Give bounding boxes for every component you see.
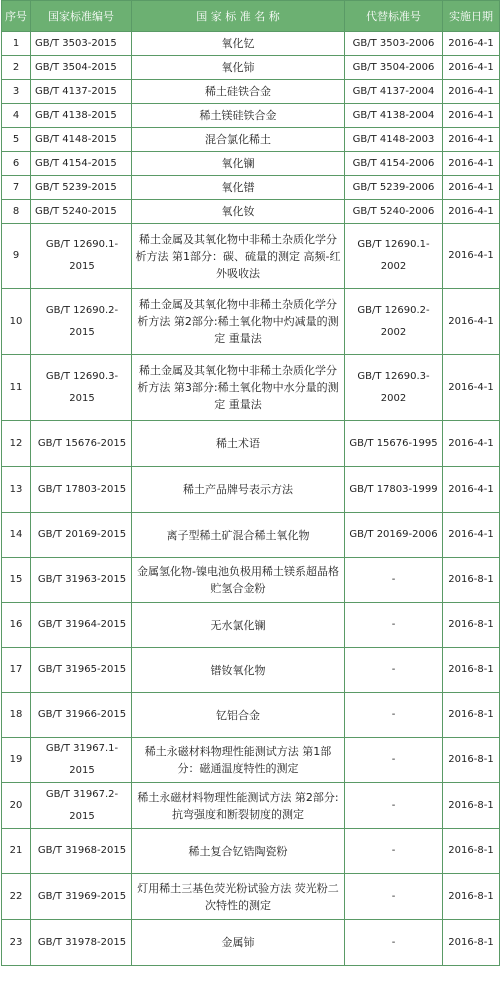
row-standard-name: 稀土复合钇锆陶瓷粉 (132, 829, 345, 874)
row-serial-no: 23 (2, 920, 31, 966)
header-replaced-standard: 代替标准号 (345, 1, 443, 32)
row-standard-name: 稀土硅铁合金 (132, 80, 345, 104)
table-row (2, 783, 500, 829)
row-standard-code: GB/T 3503-2015 (31, 32, 132, 56)
row-implementation-date: 2016-8-1 (443, 783, 500, 829)
table-row (2, 104, 500, 128)
row-implementation-date: 2016-4-1 (443, 200, 500, 224)
row-replaced-standard: GB/T 12690.2-2002 (345, 289, 443, 355)
row-standard-code: GB/T 31964-2015 (31, 603, 132, 648)
row-standard-code: GB/T 31965-2015 (31, 648, 132, 693)
row-replaced-standard: GB/T 4148-2003 (345, 128, 443, 152)
row-replaced-standard: - (345, 783, 443, 829)
row-implementation-date: 2016-4-1 (443, 56, 500, 80)
row-replaced-standard: GB/T 4138-2004 (345, 104, 443, 128)
row-replaced-standard: GB/T 3504-2006 (345, 56, 443, 80)
header-standard-name: 国 家 标 准 名 称 (132, 1, 345, 32)
table-row (2, 200, 500, 224)
row-replaced-standard: GB/T 12690.1-2002 (345, 224, 443, 289)
row-standard-code: GB/T 31968-2015 (31, 829, 132, 874)
header-serial-no: 序号 (2, 1, 31, 32)
row-standard-name: 稀土永磁材料物理性能测试方法 第2部分:抗弯强度和断裂韧度的测定 (132, 783, 345, 829)
row-standard-code: GB/T 4148-2015 (31, 128, 132, 152)
row-standard-name: 稀土永磁材料物理性能测试方法 第1部分：磁通温度特性的测定 (132, 738, 345, 783)
row-standard-name: 无水氯化镧 (132, 603, 345, 648)
row-standard-name: 稀土金属及其氧化物中非稀土杂质化学分析方法 第1部分：碳、硫量的测定 高频-红外吸收法 (132, 224, 345, 289)
row-implementation-date: 2016-4-1 (443, 32, 500, 56)
header-standard-code: 国家标准编号 (31, 1, 132, 32)
row-implementation-date: 2016-8-1 (443, 920, 500, 966)
row-implementation-date: 2016-8-1 (443, 693, 500, 738)
row-standard-name: 氧化钕 (132, 200, 345, 224)
table-row (2, 829, 500, 874)
row-implementation-date: 2016-4-1 (443, 289, 500, 355)
row-standard-name: 金属铈 (132, 920, 345, 966)
row-serial-no: 8 (2, 200, 31, 224)
row-standard-name: 氧化铈 (132, 56, 345, 80)
row-standard-code: GB/T 4138-2015 (31, 104, 132, 128)
row-standard-code: GB/T 17803-2015 (31, 467, 132, 513)
row-standard-code: GB/T 31969-2015 (31, 874, 132, 920)
row-replaced-standard: GB/T 3503-2006 (345, 32, 443, 56)
row-standard-name: 钇铝合金 (132, 693, 345, 738)
row-serial-no: 19 (2, 738, 31, 783)
row-standard-name: 稀土金属及其氧化物中非稀土杂质化学分析方法 第3部分:稀土氧化物中水分量的测定 重量法 (132, 355, 345, 421)
row-standard-name: 混合氯化稀土 (132, 128, 345, 152)
row-serial-no: 18 (2, 693, 31, 738)
row-replaced-standard: GB/T 15676-1995 (345, 421, 443, 467)
row-standard-name: 金属氢化物-镍电池负极用稀土镁系超晶格贮氢合金粉 (132, 558, 345, 603)
row-standard-code: GB/T 20169-2015 (31, 513, 132, 558)
row-serial-no: 6 (2, 152, 31, 176)
row-replaced-standard: GB/T 5240-2006 (345, 200, 443, 224)
row-implementation-date: 2016-4-1 (443, 355, 500, 421)
row-serial-no: 9 (2, 224, 31, 289)
row-standard-code: GB/T 12690.2-2015 (31, 289, 132, 355)
row-standard-code: GB/T 12690.3-2015 (31, 355, 132, 421)
row-replaced-standard: GB/T 5239-2006 (345, 176, 443, 200)
row-standard-code: GB/T 4154-2015 (31, 152, 132, 176)
row-implementation-date: 2016-8-1 (443, 874, 500, 920)
row-implementation-date: 2016-4-1 (443, 80, 500, 104)
row-standard-code: GB/T 31967.2-2015 (31, 783, 132, 829)
row-serial-no: 11 (2, 355, 31, 421)
table-row (2, 152, 500, 176)
header-implementation-date: 实施日期 (443, 1, 500, 32)
row-implementation-date: 2016-4-1 (443, 152, 500, 176)
row-standard-code: GB/T 31978-2015 (31, 920, 132, 966)
row-standard-name: 稀土术语 (132, 421, 345, 467)
row-serial-no: 21 (2, 829, 31, 874)
row-serial-no: 15 (2, 558, 31, 603)
row-serial-no: 22 (2, 874, 31, 920)
row-serial-no: 1 (2, 32, 31, 56)
table-row (2, 289, 500, 355)
row-implementation-date: 2016-4-1 (443, 128, 500, 152)
row-implementation-date: 2016-4-1 (443, 224, 500, 289)
table-row (2, 128, 500, 152)
row-implementation-date: 2016-8-1 (443, 558, 500, 603)
row-standard-code: GB/T 4137-2015 (31, 80, 132, 104)
row-serial-no: 10 (2, 289, 31, 355)
row-replaced-standard: GB/T 4154-2006 (345, 152, 443, 176)
row-serial-no: 16 (2, 603, 31, 648)
row-implementation-date: 2016-8-1 (443, 648, 500, 693)
row-serial-no: 3 (2, 80, 31, 104)
table-row (2, 421, 500, 467)
row-implementation-date: 2016-4-1 (443, 104, 500, 128)
row-serial-no: 14 (2, 513, 31, 558)
table-row (2, 513, 500, 558)
row-standard-code: GB/T 31966-2015 (31, 693, 132, 738)
row-standard-name: 镨钕氧化物 (132, 648, 345, 693)
row-standard-name: 灯用稀土三基色荧光粉试验方法 荧光粉二次特性的测定 (132, 874, 345, 920)
row-standard-code: GB/T 5239-2015 (31, 176, 132, 200)
row-replaced-standard: - (345, 738, 443, 783)
row-implementation-date: 2016-4-1 (443, 513, 500, 558)
row-serial-no: 13 (2, 467, 31, 513)
row-replaced-standard: GB/T 17803-1999 (345, 467, 443, 513)
row-standard-name: 稀土金属及其氧化物中非稀土杂质化学分析方法 第2部分:稀土氧化物中灼减量的测定 重量法 (132, 289, 345, 355)
table-row (2, 176, 500, 200)
row-standard-code: GB/T 15676-2015 (31, 421, 132, 467)
row-implementation-date: 2016-4-1 (443, 467, 500, 513)
row-serial-no: 20 (2, 783, 31, 829)
row-replaced-standard: - (345, 874, 443, 920)
row-implementation-date: 2016-8-1 (443, 829, 500, 874)
row-serial-no: 7 (2, 176, 31, 200)
row-implementation-date: 2016-4-1 (443, 176, 500, 200)
table-row (2, 693, 500, 738)
row-replaced-standard: - (345, 603, 443, 648)
table-row (2, 558, 500, 603)
row-serial-no: 5 (2, 128, 31, 152)
row-implementation-date: 2016-8-1 (443, 603, 500, 648)
row-standard-code: GB/T 5240-2015 (31, 200, 132, 224)
row-serial-no: 2 (2, 56, 31, 80)
header-row (2, 1, 500, 32)
table-row (2, 467, 500, 513)
table-row (2, 738, 500, 783)
row-implementation-date: 2016-8-1 (443, 738, 500, 783)
table-row (2, 224, 500, 289)
row-standard-name: 稀土产品牌号表示方法 (132, 467, 345, 513)
row-standard-name: 氧化镧 (132, 152, 345, 176)
row-serial-no: 12 (2, 421, 31, 467)
row-replaced-standard: GB/T 4137-2004 (345, 80, 443, 104)
table-row (2, 920, 500, 966)
table-row (2, 56, 500, 80)
row-standard-name: 氧化镨 (132, 176, 345, 200)
row-standard-name: 离子型稀土矿混合稀土氧化物 (132, 513, 345, 558)
row-replaced-standard: - (345, 693, 443, 738)
row-serial-no: 17 (2, 648, 31, 693)
row-standard-name: 氧化钇 (132, 32, 345, 56)
table-row (2, 80, 500, 104)
table-row (2, 648, 500, 693)
row-implementation-date: 2016-4-1 (443, 421, 500, 467)
row-standard-code: GB/T 31963-2015 (31, 558, 132, 603)
table-row (2, 874, 500, 920)
row-replaced-standard: - (345, 829, 443, 874)
table-row (2, 32, 500, 56)
row-standard-code: GB/T 31967.1-2015 (31, 738, 132, 783)
row-standard-name: 稀土镁硅铁合金 (132, 104, 345, 128)
row-standard-code: GB/T 12690.1-2015 (31, 224, 132, 289)
row-replaced-standard: GB/T 20169-2006 (345, 513, 443, 558)
standards-table (1, 0, 500, 966)
row-standard-code: GB/T 3504-2015 (31, 56, 132, 80)
table-row (2, 355, 500, 421)
row-replaced-standard: - (345, 558, 443, 603)
row-replaced-standard: GB/T 12690.3-2002 (345, 355, 443, 421)
row-serial-no: 4 (2, 104, 31, 128)
row-replaced-standard: - (345, 648, 443, 693)
row-replaced-standard: - (345, 920, 443, 966)
table-row (2, 603, 500, 648)
